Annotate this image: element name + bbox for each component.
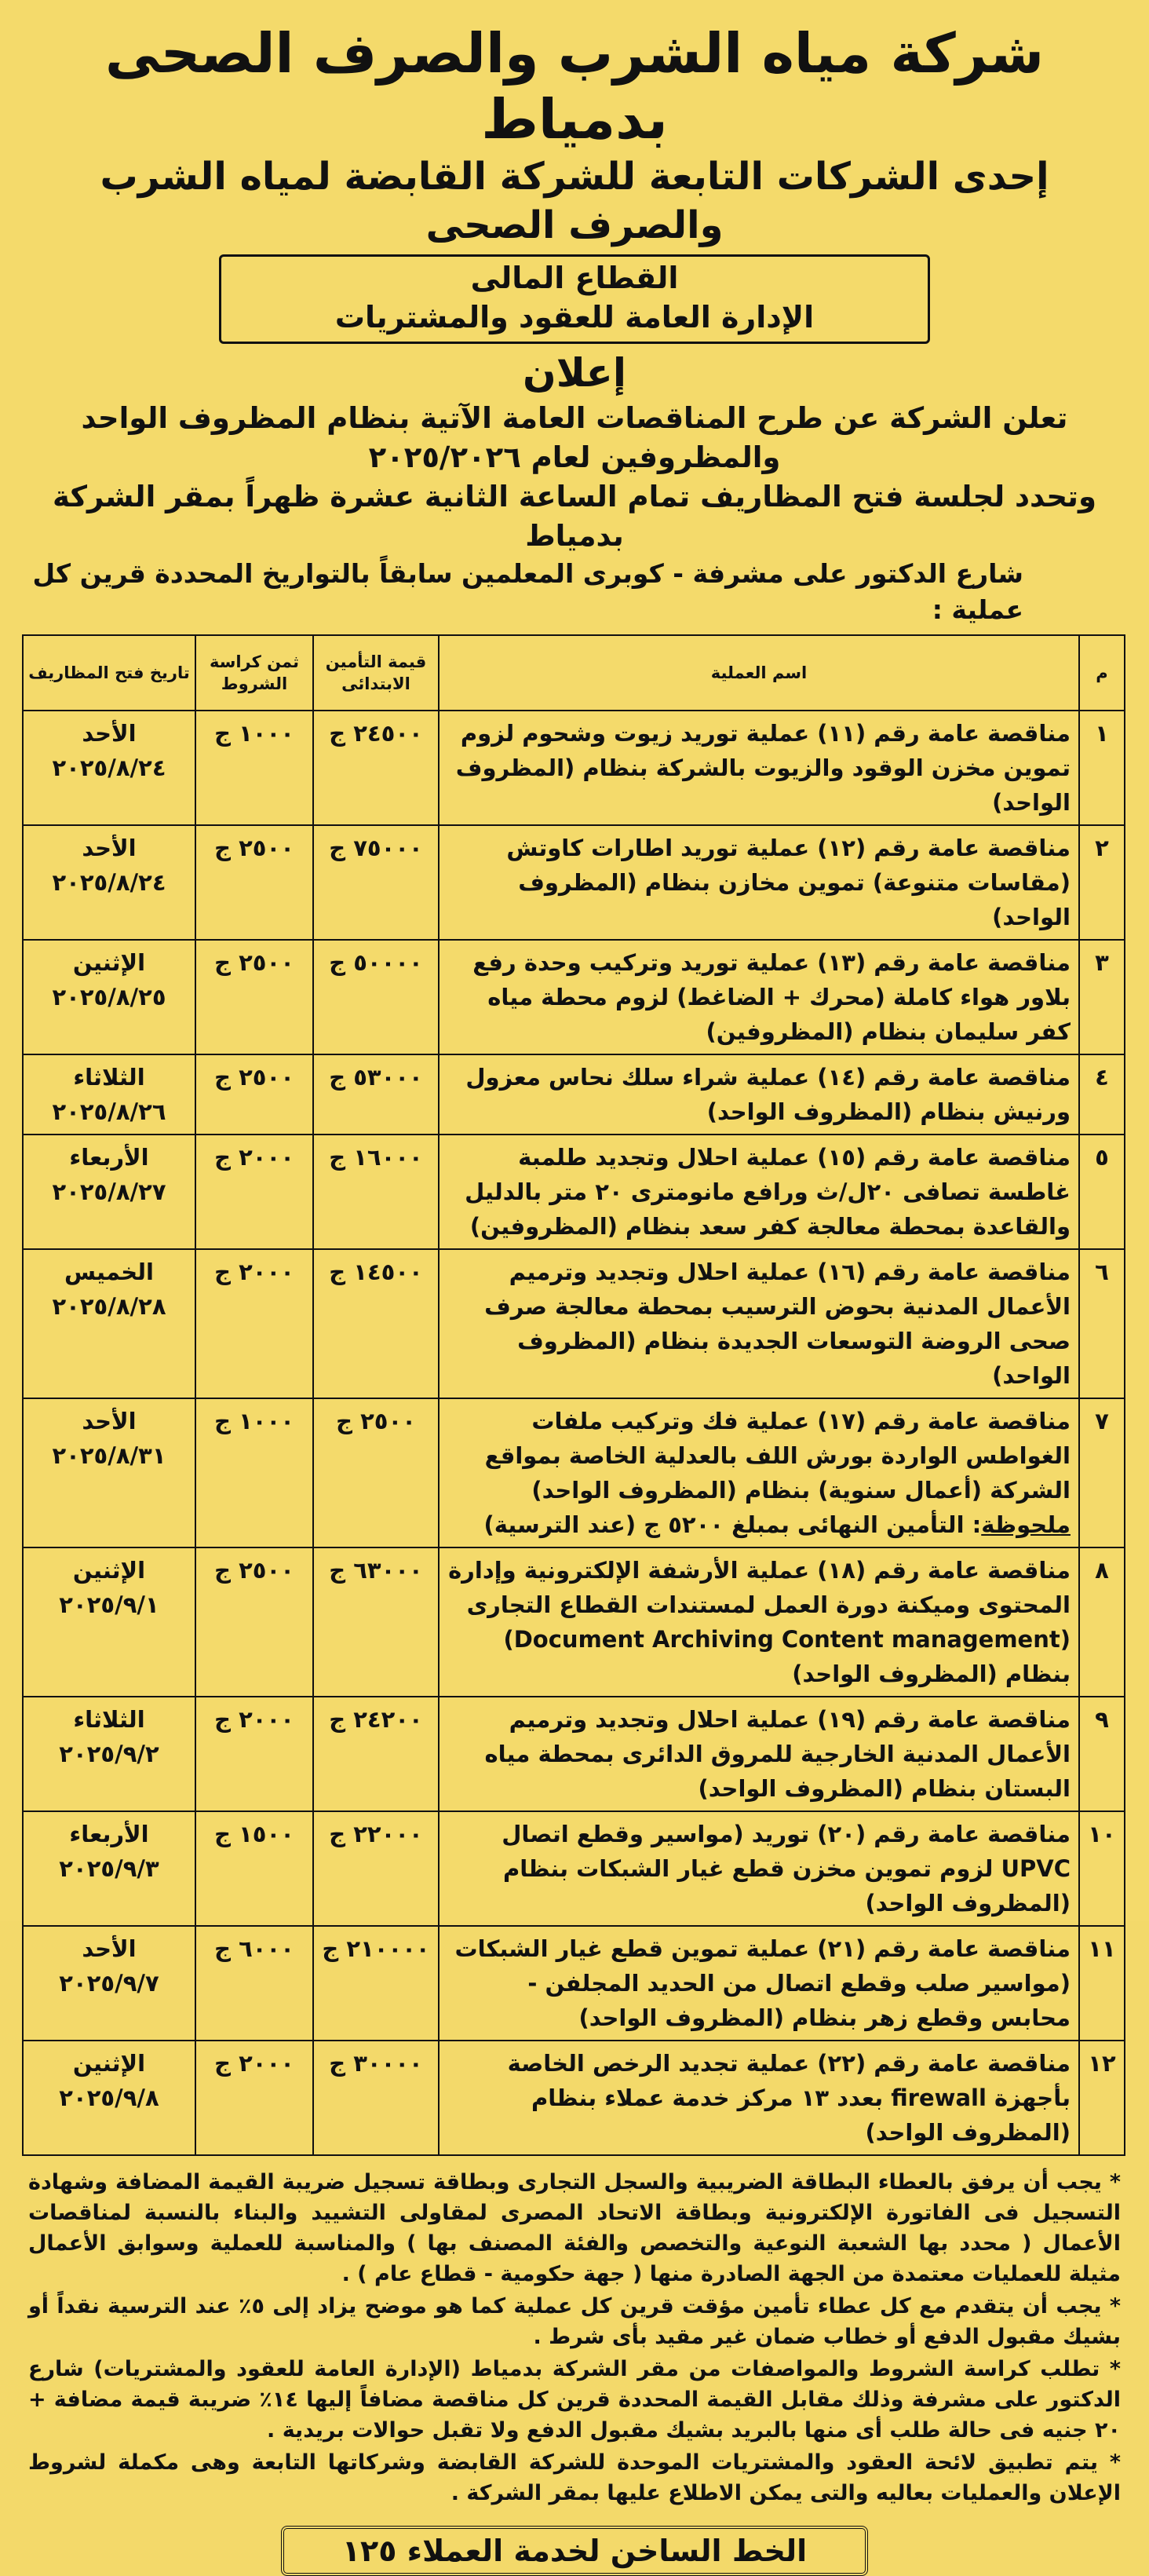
parent-company: إحدى الشركات التابعة للشركة القابضة لمياه الشرب والصرف الصحى xyxy=(100,155,1049,247)
row-name-text: مناقصة عامة رقم (١٤) عملية شراء سلك نحاس معزول ورنيش بنظام (المظروف الواحد) xyxy=(465,1064,1071,1125)
row-name xyxy=(439,1697,1079,1811)
row-date: ٢٠٢٥/٩/٢ xyxy=(59,1741,159,1767)
header-price: ثمن كراسة الشروط xyxy=(195,635,313,711)
row-price: ٢٥٠٠ ج xyxy=(195,940,313,1054)
row-name-text: مناقصة عامة رقم (١٨) عملية الأرشفة الإلكترونية وإدارة المحتوى وميكنة دورة العمل لمستندات القطاع التجارى (Document Archiving Content management) بنظام (المظروف الواحد) xyxy=(448,1557,1071,1687)
row-date: ٢٠٢٥/٨/٢٨ xyxy=(52,1293,166,1320)
row-num: ١ xyxy=(1079,711,1125,825)
row-name xyxy=(439,1547,1079,1697)
note-item: * يجب أن يتقدم مع كل عطاء تأمين مؤقت قرين كل عملية كما هو موضح يزاد إلى ٥٪ عند الترسية نقداً أو بشيك مقبول الدفع أو خطاب ضمان غير مقيد بأى شرط . xyxy=(28,2294,1121,2349)
row-name-text: مناقصة عامة رقم (١٦) عملية احلال وتجديد وترميم الأعمال المدنية بحوض الترسيب بمحطة معالجة صرف صحى الروضة التوسعات الجديدة بنظام (المظروف الواحد) xyxy=(484,1259,1071,1389)
row-insurance: ٢٥٠٠ ج xyxy=(313,1398,439,1547)
row-name-text: مناقصة عامة رقم (١٣) عملية توريد وتركيب وحدة رفع بلاور هواء كاملة (محرك + الضاغط) لزوم محطة مياه كفر سليمان بنظام (المظروفين) xyxy=(472,949,1071,1045)
table-row xyxy=(23,1054,1125,1135)
table-row xyxy=(23,711,1125,825)
row-day: الثلاثاء xyxy=(73,1064,145,1091)
row-note-label: ملحوظة xyxy=(981,1511,1071,1538)
row-name xyxy=(439,1398,1079,1547)
row-date: ٢٠٢٥/٨/٢٥ xyxy=(52,984,166,1010)
row-name xyxy=(439,1926,1079,2041)
row-date-cell xyxy=(23,825,195,940)
row-name-text: مناقصة عامة رقم (٢٢) عملية تجديد الرخص الخاصة بأجهزة firewall بعدد ١٣ مركز خدمة عملاء بنظام (المظروف الواحد) xyxy=(507,2050,1071,2146)
row-insurance: ٧٥٠٠٠ ج xyxy=(313,825,439,940)
row-date-cell xyxy=(23,1398,195,1547)
row-name-text: مناقصة عامة رقم (١٩) عملية احلال وتجديد وترميم الأعمال المدنية الخارجية للمروق الدائرى بمحطة مياه البستان بنظام (المظروف الواحد) xyxy=(484,1706,1071,1802)
row-date: ٢٠٢٥/٨/٢٤ xyxy=(52,869,166,896)
row-date-cell xyxy=(23,1054,195,1135)
row-day: الإثنين xyxy=(72,1557,146,1584)
row-date: ٢٠٢٥/٩/٧ xyxy=(59,1970,159,1997)
row-name-text: مناقصة عامة رقم (١٢) عملية توريد اطارات كاوتش (مقاسات متنوعة) تموين مخازن بنظام (المظروف الواحد) xyxy=(506,835,1071,930)
row-name-text: مناقصة عامة رقم (١١) عملية توريد زيوت وشحوم لزوم تموين مخزن الوقود والزيوت بالشركة بنظام (المظروف الواحد) xyxy=(455,720,1071,816)
header-num: م xyxy=(1079,635,1125,711)
table-header-row xyxy=(23,635,1125,711)
row-date-cell xyxy=(23,711,195,825)
row-name xyxy=(439,1811,1079,1926)
row-day: الأحد xyxy=(82,1408,137,1434)
note-item: * يجب أن يرفق بالعطاء البطاقة الضريبية والسجل التجارى وبطاقة تسجيل ضريبة القيمة المضافة وشهادة التسجيل فى الفاتورة الإلكترونية وبطاقة الاتحاد المصرى لمقاولى التشييد والبناء بالنسبة لمناقصات الأعمال ( محدد بها الشعبة النوعية والتخصص والفئة المصنف بها ) والمناسبة للعملية وسوابق الأعمال مثيلة للعمليات معتمدة من الجهة الصادرة منها ( جهة حكومية - قطاع عام ) . xyxy=(28,2170,1121,2286)
row-price: ١٠٠٠ ج xyxy=(195,1398,313,1547)
row-insurance: ٢٤٥٠٠ ج xyxy=(313,711,439,825)
row-day: الأحد xyxy=(82,720,137,747)
intro-line-3: شارع الدكتور على مشرفة - كوبرى المعلمين سابقاً بالتواريخ المحددة قرين كل عملية : xyxy=(32,558,1023,625)
sector-title: القطاع المالى xyxy=(470,261,679,295)
row-price: ٢٥٠٠ ج xyxy=(195,1054,313,1135)
table-row xyxy=(23,1249,1125,1398)
table-row xyxy=(23,1547,1125,1697)
row-insurance: ١٦٠٠٠ ج xyxy=(313,1135,439,1249)
row-name-text: مناقصة عامة رقم (٢١) عملية تموين قطع غيار الشبكات (مواسير صلب وقطع اتصال من الحديد المجلفن - محابس وقطع زهر بنظام (المظروف الواحد) xyxy=(454,1935,1071,2031)
row-num: ٦ xyxy=(1079,1249,1125,1398)
table-row xyxy=(23,2041,1125,2155)
intro-line-2: وتحدد لجلسة فتح المظاريف تمام الساعة الثانية عشرة ظهراً بمقر الشركة بدمياط xyxy=(53,480,1096,553)
department-title: الإدارة العامة للعقود والمشتريات xyxy=(334,300,815,334)
row-date: ٢٠٢٥/٩/٨ xyxy=(59,2085,159,2111)
row-date: ٢٠٢٥/٩/١ xyxy=(59,1591,159,1618)
row-name xyxy=(439,1054,1079,1135)
table-row xyxy=(23,1811,1125,1926)
row-num: ٤ xyxy=(1079,1054,1125,1135)
row-num: ٣ xyxy=(1079,940,1125,1054)
department-box xyxy=(219,254,930,344)
note-item: * يتم تطبيق لائحة العقود والمشتريات الموحدة للشركة القابضة وشركاتها التابعة وهى مكملة لشروط الإعلان والعمليات بعاليه والتى يمكن الاطلاع عليها بمقر الشركة . xyxy=(28,2450,1121,2505)
row-name xyxy=(439,2041,1079,2155)
row-insurance: ٢١٠٠٠٠ ج xyxy=(313,1926,439,2041)
row-date-cell xyxy=(23,1697,195,1811)
row-day: الأربعاء xyxy=(69,1821,149,1847)
row-num: ٧ xyxy=(1079,1398,1125,1547)
tenders-table xyxy=(22,634,1125,2156)
row-day: الخميس xyxy=(64,1259,154,1285)
table-row xyxy=(23,1135,1125,1249)
row-date: ٢٠٢٥/٨/٢٦ xyxy=(52,1098,166,1125)
row-date-cell xyxy=(23,1926,195,2041)
row-insurance: ٥٠٠٠٠ ج xyxy=(313,940,439,1054)
table-row xyxy=(23,940,1125,1054)
row-insurance: ٣٠٠٠٠ ج xyxy=(313,2041,439,2155)
row-day: الإثنين xyxy=(72,2050,146,2077)
row-name xyxy=(439,825,1079,940)
hotline-box: الخط الساخن لخدمة العملاء ١٢٥ xyxy=(281,2526,868,2576)
row-num: ٩ xyxy=(1079,1697,1125,1811)
table-row xyxy=(23,825,1125,940)
row-name xyxy=(439,940,1079,1054)
row-date: ٢٠٢٥/٨/٣١ xyxy=(52,1442,166,1469)
row-insurance: ٢٢٠٠٠ ج xyxy=(313,1811,439,1926)
row-date-cell xyxy=(23,1249,195,1398)
row-insurance: ٦٣٠٠٠ ج xyxy=(313,1547,439,1697)
row-date: ٢٠٢٥/٩/٣ xyxy=(59,1855,159,1882)
row-num: ١٠ xyxy=(1079,1811,1125,1926)
header-date: تاريخ فتح المظاريف xyxy=(23,635,195,711)
note-item: * تطلب كراسة الشروط والمواصفات من مقر الشركة بدمياط (الإدارة العامة للعقود والمشتريات) شارع الدكتور على مشرفة وذلك مقابل القيمة المحددة قرين كل مناقصة مضافاً إليها ١٤٪ ضريبة قيمة مضافة + ٢٠ جنيه فى حالة طلب أى منها بالبريد بشيك مقبول الدفع ولا تقبل حوالات بريدية . xyxy=(28,2357,1121,2443)
row-num: ٢ xyxy=(1079,825,1125,940)
table-row xyxy=(23,1697,1125,1811)
row-name xyxy=(439,1249,1079,1398)
header-insurance: قيمة التأمين الابتدائى xyxy=(313,635,439,711)
row-name xyxy=(439,1135,1079,1249)
row-insurance: ٥٣٠٠٠ ج xyxy=(313,1054,439,1135)
row-price: ٢٠٠٠ ج xyxy=(195,1697,313,1811)
company-name: شركة مياه الشرب والصرف الصحى بدمياط xyxy=(104,21,1045,152)
row-date-cell xyxy=(23,940,195,1054)
row-price: ٢٠٠٠ ج xyxy=(195,1135,313,1249)
row-insurance: ٢٤٢٠٠ ج xyxy=(313,1697,439,1811)
row-date-cell xyxy=(23,1135,195,1249)
row-num: ٥ xyxy=(1079,1135,1125,1249)
row-price: ٢٠٠٠ ج xyxy=(195,1249,313,1398)
row-date-cell xyxy=(23,1547,195,1697)
row-price: ٢٠٠٠ ج xyxy=(195,2041,313,2155)
row-day: الأحد xyxy=(82,835,137,861)
announcement-title: إعلان xyxy=(523,350,626,396)
row-price: ١٠٠٠ ج xyxy=(195,711,313,825)
row-num: ٨ xyxy=(1079,1547,1125,1697)
notes-section xyxy=(24,2167,1125,2508)
row-price: ٢٥٠٠ ج xyxy=(195,1547,313,1697)
row-name-text: مناقصة عامة رقم (١٧) عملية فك وتركيب ملفات الغواطس الواردة بورش اللف بالعدلية الخاصة بمواقع الشركة (أعمال سنوية) بنظام (المظروف الواحد) xyxy=(484,1408,1071,1504)
row-name xyxy=(439,711,1079,825)
row-day: الثلاثاء xyxy=(73,1706,145,1733)
row-day: الأحد xyxy=(82,1935,137,1962)
table-row xyxy=(23,1398,1125,1547)
row-note xyxy=(447,1507,1071,1542)
row-name-text: مناقصة عامة رقم (١٥) عملية احلال وتجديد طلمبة غاطسة تصافى ٢٠ل/ث ورافع مانومترى ٢٠ متر بالدليل والقاعدة بمحطة معالجة كفر سعد بنظام (المظروفين) xyxy=(465,1144,1071,1240)
table-body xyxy=(23,711,1125,2155)
header-name: اسم العملية xyxy=(439,635,1079,711)
row-date-cell xyxy=(23,1811,195,1926)
row-date: ٢٠٢٥/٨/٢٧ xyxy=(52,1178,166,1205)
row-date: ٢٠٢٥/٨/٢٤ xyxy=(52,755,166,781)
row-note-text: : التأمين النهائى بمبلغ ٥٢٠٠ ج (عند الترسية) xyxy=(483,1511,982,1538)
row-date-cell xyxy=(23,2041,195,2155)
row-price: ٢٥٠٠ ج xyxy=(195,825,313,940)
row-num: ١١ xyxy=(1079,1926,1125,2041)
intro-line-1: تعلن الشركة عن طرح المناقصات العامة الآتية بنظام المظروف الواحد والمظروفين لعام ٢٠٢٥/٢٠٢٦ xyxy=(81,401,1068,474)
row-name-text: مناقصة عامة رقم (٢٠) توريد (مواسير وقطع اتصال UPVC لزوم تموين مخزن قطع غيار الشبكات بنظام (المظروف الواحد) xyxy=(502,1821,1071,1916)
row-num: ١٢ xyxy=(1079,2041,1125,2155)
row-price: ٦٠٠٠ ج xyxy=(195,1926,313,2041)
row-insurance: ١٤٥٠٠ ج xyxy=(313,1249,439,1398)
row-price: ١٥٠٠ ج xyxy=(195,1811,313,1926)
table-row xyxy=(23,1926,1125,2041)
row-day: الأربعاء xyxy=(69,1144,149,1171)
row-day: الإثنين xyxy=(72,949,146,976)
